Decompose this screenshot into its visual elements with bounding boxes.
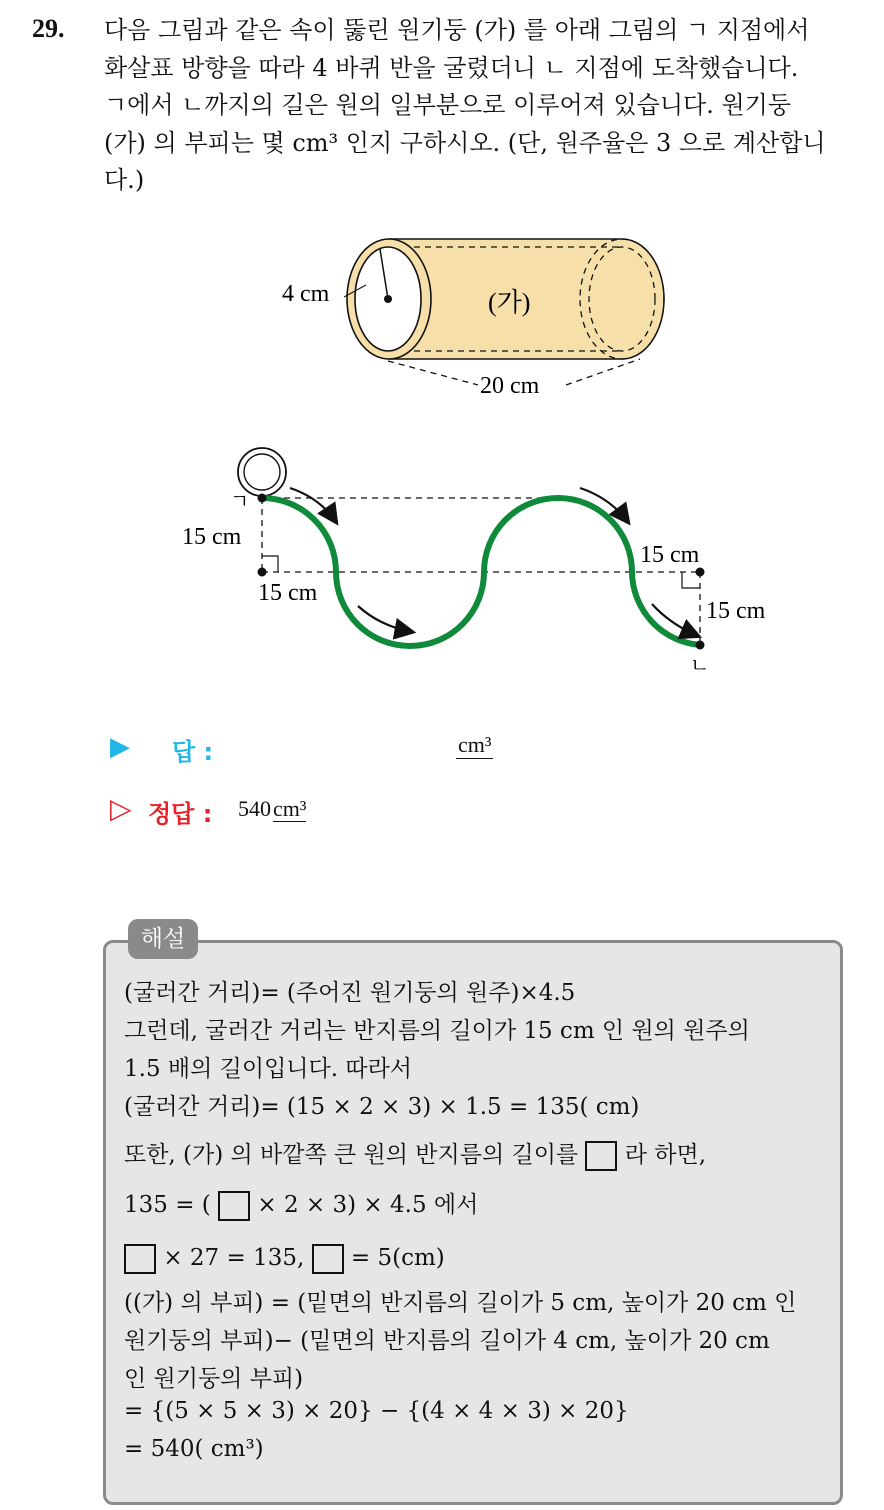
answer-unit[interactable]: cm³: [458, 732, 492, 757]
question-text: [104, 12, 864, 200]
blank-box: [218, 1191, 250, 1221]
correct-unit: cm³: [273, 796, 307, 821]
correct-number: 540: [238, 796, 271, 821]
explanation-line: [124, 1186, 478, 1221]
start-label: ㄱ: [230, 491, 250, 513]
explanation-line: (굴러간 거리)= (15 × 2 × 3) × 1.5 = 135( cm): [124, 1094, 640, 1120]
blank-box: [124, 1244, 156, 1274]
length-dash-left: [388, 361, 478, 385]
explanation-line: [124, 1244, 445, 1274]
cylinder-figure: [270, 225, 700, 410]
explanation-text: 또한, (가) 의 바깥쪽 큰 원의 반지름의 길이를: [124, 1142, 579, 1168]
question-number: 29.: [32, 14, 65, 43]
answer-label: 답 :: [172, 738, 214, 766]
explanation-line: 원기둥의 부피)− (밑면의 반지름의 길이가 4 cm, 높이가 20 cm: [124, 1328, 770, 1354]
dimension-label: 15 cm: [706, 598, 766, 624]
question-line: ㄱ에서 ㄴ까지의 길은 원의 일부분으로 이루어져 있습니다. 원기둥: [104, 91, 791, 119]
explanation-line: 인 원기둥의 부피): [124, 1366, 304, 1392]
explanation-line: (굴러간 거리)= (주어진 원기둥의 원주)×4.5: [124, 980, 576, 1006]
triangle-outline-icon: ▷: [110, 792, 132, 825]
explanation-line: = 540( cm³): [124, 1436, 264, 1462]
length-dash-right: [566, 359, 640, 385]
end-point: [696, 641, 705, 650]
dimension-label: 15 cm: [258, 580, 318, 606]
explanation-text: 라 하면,: [624, 1142, 707, 1168]
dimension-label: 15 cm: [640, 542, 700, 568]
right-center-point: [696, 568, 705, 577]
explanation-line: = {(5 × 5 × 3) × 20} − {(4 × 4 × 3) × 20}: [124, 1398, 629, 1424]
explanation-line: 1.5 배의 길이입니다. 따라서: [124, 1056, 413, 1082]
explanation-line: [124, 1136, 706, 1171]
cylinder-label: (가): [488, 288, 531, 317]
question-line: 다음 그림과 같은 속이 뚫린 원기둥 (가) 를 아래 그림의 ㄱ 지점에서: [104, 16, 810, 44]
explanation-text: × 2 × 3) × 4.5 에서: [257, 1192, 479, 1218]
left-center-point: [258, 568, 267, 577]
answer-row: [110, 730, 530, 770]
correct-label: 정답 :: [148, 800, 213, 828]
length-label: 20 cm: [480, 373, 540, 399]
start-point: [258, 494, 267, 503]
question-line: 화살표 방향을 따라 4 바퀴 반을 굴렸더니 ㄴ 지점에 도착했습니다.: [104, 53, 799, 82]
correct-value: [238, 796, 306, 822]
blank-box: [585, 1141, 617, 1171]
path-figure: [170, 440, 790, 685]
explanation-text: × 27 = 135,: [163, 1245, 305, 1271]
question-line: (가) 의 부피는 몇 cm³ 인지 구하시오. (단, 원주율은 3 으로 계산합니: [104, 128, 826, 157]
explanation-text: 135 = (: [124, 1192, 211, 1218]
play-icon: ▶: [110, 732, 130, 762]
explanation-line: 그런데, 굴러간 거리는 반지름의 길이가 15 cm 인 원의 원주의: [124, 1018, 750, 1044]
dimension-label: 15 cm: [182, 524, 242, 550]
explanation-tag: 해설: [128, 919, 198, 959]
explanation-text: = 5(cm): [350, 1245, 445, 1271]
explanation-line: ((가) 의 부피) = (밑면의 반지름의 길이가 5 cm, 높이가 20 cm 인: [124, 1290, 797, 1316]
correct-answer-row: [110, 792, 530, 832]
rolling-circle-inner: [244, 454, 280, 490]
rolling-path: [262, 498, 700, 646]
radius-label: 4 cm: [282, 281, 330, 307]
end-label: ㄴ: [690, 655, 710, 677]
blank-box: [312, 1244, 344, 1274]
question-line: 다.): [104, 166, 145, 194]
center-dot: [384, 295, 392, 303]
